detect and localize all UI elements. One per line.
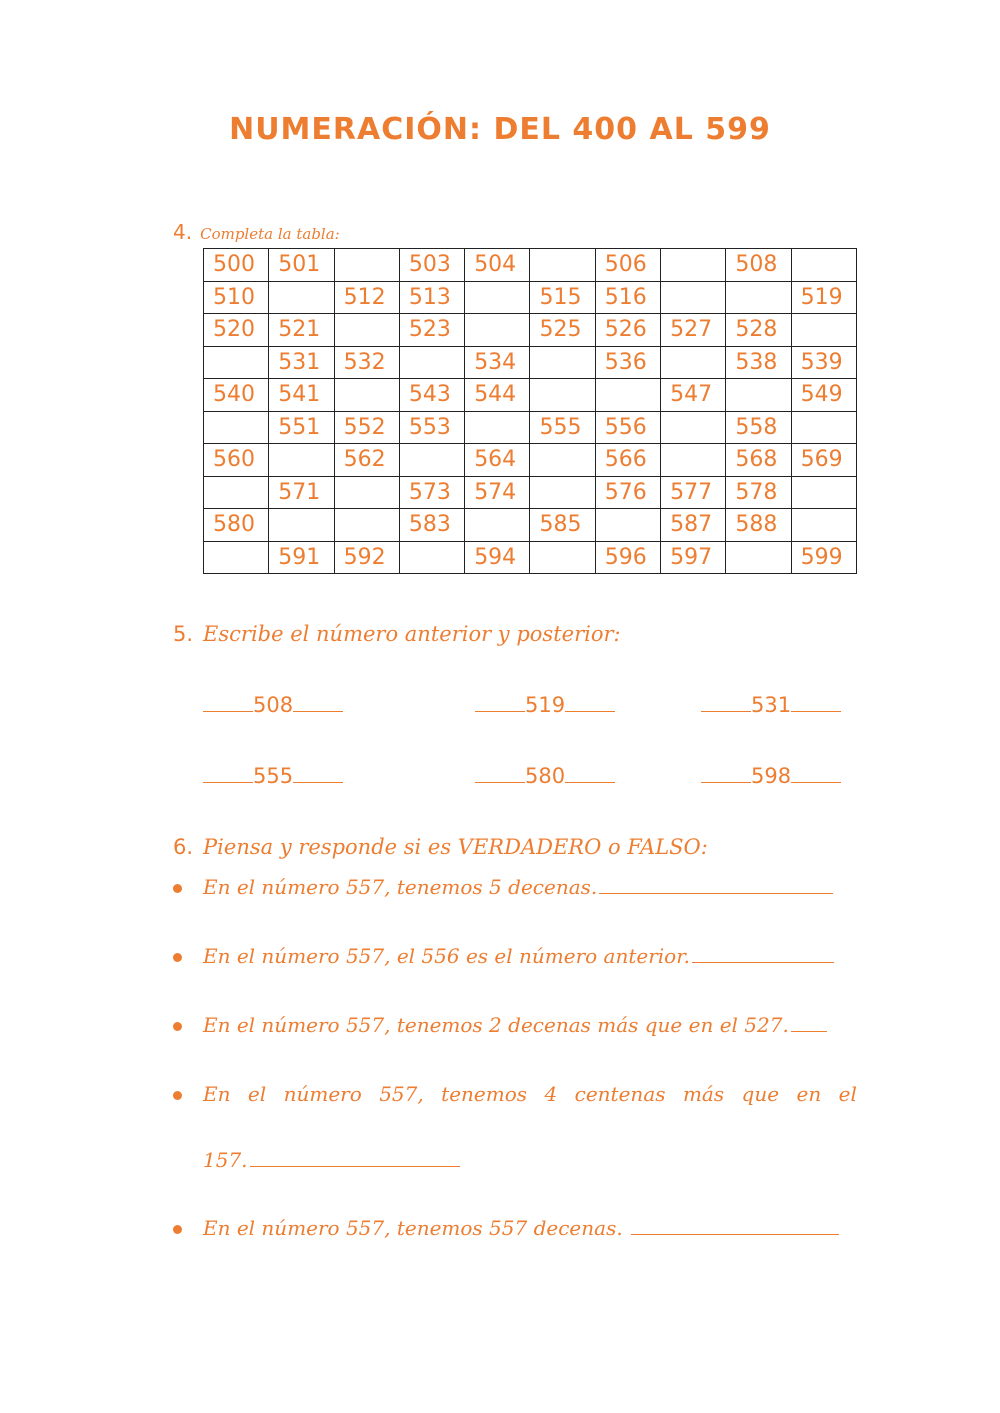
table-cell-empty[interactable] — [530, 346, 595, 379]
table-row — [204, 281, 857, 314]
table-cell: 534 — [465, 346, 530, 379]
table-cell-empty[interactable] — [204, 411, 269, 444]
table-cell-empty[interactable] — [530, 476, 595, 509]
table-cell: 501 — [269, 249, 334, 282]
table-cell: 506 — [595, 249, 660, 282]
answer-blank[interactable] — [250, 1165, 460, 1167]
answer-number: 531 — [751, 693, 792, 717]
table-cell: 541 — [269, 379, 334, 412]
section-5-instruction: Escribe el número anterior y posterior: — [203, 622, 621, 646]
table-cell-empty[interactable] — [661, 346, 726, 379]
table-cell-empty[interactable] — [269, 509, 334, 542]
table-cell: 508 — [726, 249, 791, 282]
table-cell-empty[interactable] — [334, 509, 399, 542]
table-cell: 553 — [399, 411, 464, 444]
table-cell: 539 — [791, 346, 856, 379]
answer-number: 508 — [253, 693, 294, 717]
table-cell-empty[interactable] — [465, 411, 530, 444]
table-cell: 562 — [334, 444, 399, 477]
true-false-item — [173, 1216, 857, 1246]
table-cell: 547 — [661, 379, 726, 412]
table-cell: 538 — [726, 346, 791, 379]
answer-number: 580 — [525, 764, 566, 788]
section-4-instruction: Completa la tabla: — [200, 225, 340, 243]
section-4-label — [173, 220, 340, 244]
table-row — [204, 509, 857, 542]
answer-number: 519 — [525, 693, 566, 717]
table-cell: 577 — [661, 476, 726, 509]
statement-text: En el número 557, el 556 es el número anterior. — [203, 944, 690, 968]
answer-number: 598 — [751, 764, 792, 788]
section-6-label — [173, 835, 708, 859]
bullet-icon — [173, 1022, 182, 1031]
table-row — [204, 444, 857, 477]
table-cell: 566 — [595, 444, 660, 477]
section-4-number: 4. — [173, 220, 193, 244]
true-false-item — [173, 1082, 857, 1112]
table-cell: 588 — [726, 509, 791, 542]
table-cell: 515 — [530, 281, 595, 314]
table-row — [204, 476, 857, 509]
table-cell-empty[interactable] — [791, 411, 856, 444]
table-cell-empty[interactable] — [791, 249, 856, 282]
table-cell: 597 — [661, 541, 726, 574]
table-cell: 574 — [465, 476, 530, 509]
table-cell: 528 — [726, 314, 791, 347]
table-cell: 544 — [465, 379, 530, 412]
answer-blank[interactable] — [599, 892, 833, 894]
answer-item[interactable] — [203, 764, 343, 788]
table-cell-empty[interactable] — [334, 379, 399, 412]
statement-word: número — [283, 1082, 362, 1106]
table-cell: 583 — [399, 509, 464, 542]
answer-blank[interactable] — [631, 1233, 839, 1235]
statement-text — [203, 1082, 857, 1106]
answer-blank[interactable] — [791, 1030, 827, 1032]
table-cell-empty[interactable] — [334, 314, 399, 347]
table-cell-empty[interactable] — [791, 476, 856, 509]
table-cell-empty[interactable] — [465, 281, 530, 314]
section-6-number: 6. — [173, 835, 194, 859]
table-cell: 503 — [399, 249, 464, 282]
table-cell: 552 — [334, 411, 399, 444]
table-cell: 531 — [269, 346, 334, 379]
bullet-icon — [173, 884, 182, 893]
section-6-instruction: Piensa y responde si es VERDADERO o FALSO: — [203, 835, 708, 859]
table-cell-empty[interactable] — [726, 541, 791, 574]
true-false-item-continuation — [173, 1148, 857, 1178]
section-5-number: 5. — [173, 622, 194, 646]
table-cell-empty[interactable] — [791, 509, 856, 542]
table-cell-empty[interactable] — [399, 346, 464, 379]
table-cell: 536 — [595, 346, 660, 379]
table-cell-empty[interactable] — [661, 281, 726, 314]
table-cell-empty[interactable] — [530, 249, 595, 282]
true-false-item — [173, 875, 857, 905]
table-row — [204, 411, 857, 444]
statement-word: más — [682, 1082, 725, 1106]
table-cell: 592 — [334, 541, 399, 574]
statement-word: en — [796, 1082, 822, 1106]
statement-text: En el número 557, tenemos 5 decenas. — [203, 875, 598, 899]
table-cell-empty[interactable] — [661, 249, 726, 282]
answer-item[interactable] — [475, 764, 615, 788]
table-cell: 520 — [204, 314, 269, 347]
statement-word: centenas — [574, 1082, 666, 1106]
table-cell: 569 — [791, 444, 856, 477]
table-cell: 510 — [204, 281, 269, 314]
statement-word: 4 — [544, 1082, 558, 1106]
table-row — [204, 379, 857, 412]
table-cell: 556 — [595, 411, 660, 444]
table-cell-empty[interactable] — [595, 379, 660, 412]
table-cell: 591 — [269, 541, 334, 574]
answer-item[interactable] — [475, 693, 615, 717]
answer-item[interactable] — [203, 693, 343, 717]
table-cell: 564 — [465, 444, 530, 477]
table-cell-empty[interactable] — [661, 411, 726, 444]
table-cell: 540 — [204, 379, 269, 412]
table-cell: 512 — [334, 281, 399, 314]
statement-word: En — [203, 1082, 231, 1106]
table-cell: 500 — [204, 249, 269, 282]
answer-blank[interactable] — [692, 961, 834, 963]
table-cell-empty[interactable] — [204, 476, 269, 509]
table-cell: 504 — [465, 249, 530, 282]
table-cell-empty[interactable] — [204, 346, 269, 379]
table-cell: 525 — [530, 314, 595, 347]
table-cell: 573 — [399, 476, 464, 509]
table-cell: 558 — [726, 411, 791, 444]
answer-item[interactable] — [701, 693, 841, 717]
table-cell: 555 — [530, 411, 595, 444]
answer-item[interactable] — [701, 764, 841, 788]
table-cell: 551 — [269, 411, 334, 444]
table-cell: 585 — [530, 509, 595, 542]
page-title: NUMERACIÓN: DEL 400 AL 599 — [229, 112, 771, 147]
table-cell-empty[interactable] — [530, 379, 595, 412]
statement-text: 157. — [203, 1148, 248, 1172]
table-cell-empty[interactable] — [726, 379, 791, 412]
table-cell-empty[interactable] — [334, 476, 399, 509]
statement-word: el — [247, 1082, 267, 1106]
bullet-icon — [173, 953, 182, 962]
table-cell: 578 — [726, 476, 791, 509]
table-cell-empty[interactable] — [595, 509, 660, 542]
true-false-item — [173, 944, 857, 974]
true-false-item — [173, 1013, 857, 1043]
table-cell-empty[interactable] — [661, 444, 726, 477]
table-cell: 549 — [791, 379, 856, 412]
table-cell-empty[interactable] — [791, 314, 856, 347]
table-cell-empty[interactable] — [269, 281, 334, 314]
table-cell: 527 — [661, 314, 726, 347]
table-row — [204, 346, 857, 379]
table-cell-empty[interactable] — [726, 281, 791, 314]
table-row — [204, 249, 857, 282]
table-cell: 513 — [399, 281, 464, 314]
table-cell: 519 — [791, 281, 856, 314]
table-cell: 571 — [269, 476, 334, 509]
section-5-label — [173, 622, 621, 646]
table-cell-empty[interactable] — [465, 314, 530, 347]
number-table — [203, 248, 857, 574]
table-row — [204, 314, 857, 347]
table-cell-empty[interactable] — [530, 444, 595, 477]
table-cell: 560 — [204, 444, 269, 477]
table-cell-empty[interactable] — [465, 509, 530, 542]
bullet-icon — [173, 1091, 182, 1100]
table-cell: 587 — [661, 509, 726, 542]
table-cell: 594 — [465, 541, 530, 574]
answer-number: 555 — [253, 764, 294, 788]
table-cell-empty[interactable] — [269, 444, 334, 477]
table-cell-empty[interactable] — [399, 541, 464, 574]
bullet-icon — [173, 1225, 182, 1234]
table-cell: 526 — [595, 314, 660, 347]
table-cell: 521 — [269, 314, 334, 347]
table-cell: 523 — [399, 314, 464, 347]
statement-word: que — [741, 1082, 780, 1106]
table-cell-empty[interactable] — [334, 249, 399, 282]
table-cell: 596 — [595, 541, 660, 574]
table-cell-empty[interactable] — [204, 541, 269, 574]
table-cell-empty[interactable] — [530, 541, 595, 574]
table-cell-empty[interactable] — [399, 444, 464, 477]
table-cell: 568 — [726, 444, 791, 477]
table-row — [204, 541, 857, 574]
statement-text: En el número 557, tenemos 2 decenas más que en el 527. — [203, 1013, 789, 1037]
statement-word: el — [838, 1082, 857, 1106]
table-cell: 532 — [334, 346, 399, 379]
table-cell: 516 — [595, 281, 660, 314]
table-cell: 580 — [204, 509, 269, 542]
statement-word: tenemos — [441, 1082, 528, 1106]
table-cell: 599 — [791, 541, 856, 574]
table-cell: 576 — [595, 476, 660, 509]
statement-word: 557, — [379, 1082, 424, 1106]
table-cell: 543 — [399, 379, 464, 412]
statement-text: En el número 557, tenemos 557 decenas. — [203, 1216, 623, 1240]
